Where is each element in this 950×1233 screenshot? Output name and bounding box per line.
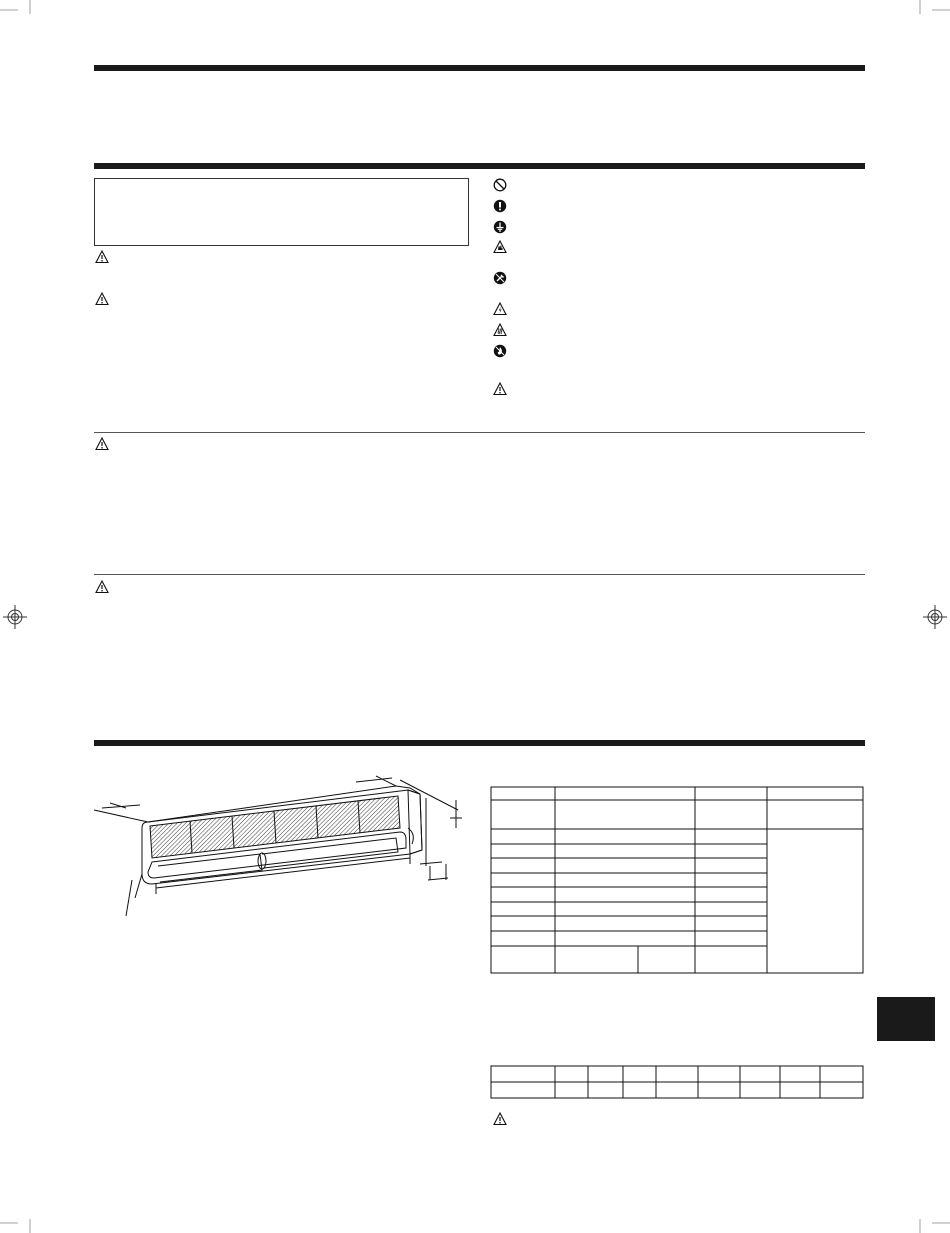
top-rule — [94, 65, 865, 71]
section-rule-safety — [94, 163, 865, 169]
divider-caution-2 — [94, 574, 865, 575]
spec-table-lower — [490, 1065, 865, 1099]
registration-mark-right — [923, 605, 947, 629]
warning-icon — [493, 1112, 507, 1126]
warning-icon — [493, 382, 507, 396]
earth-ground-icon — [493, 220, 507, 234]
no-disassembly-icon — [493, 271, 507, 285]
warning-icon — [95, 580, 109, 594]
fire-caution-icon — [493, 344, 507, 358]
warning-icon — [95, 292, 109, 306]
hot-surface-icon — [493, 323, 507, 337]
warning-icon — [95, 250, 109, 264]
section-tab-marker — [877, 997, 935, 1041]
spec-table-upper — [490, 786, 865, 974]
divider-caution-1 — [94, 432, 865, 433]
indoor-unit-diagram — [90, 770, 470, 930]
safety-notice-box — [94, 178, 469, 246]
section-rule-selection — [94, 740, 865, 746]
mandatory-action-icon — [493, 199, 507, 213]
electric-shock-icon — [493, 302, 507, 316]
warning-icon — [95, 437, 109, 451]
prohibited-icon — [493, 178, 507, 192]
registration-mark-left — [3, 605, 27, 629]
hand-caution-icon — [493, 240, 507, 254]
